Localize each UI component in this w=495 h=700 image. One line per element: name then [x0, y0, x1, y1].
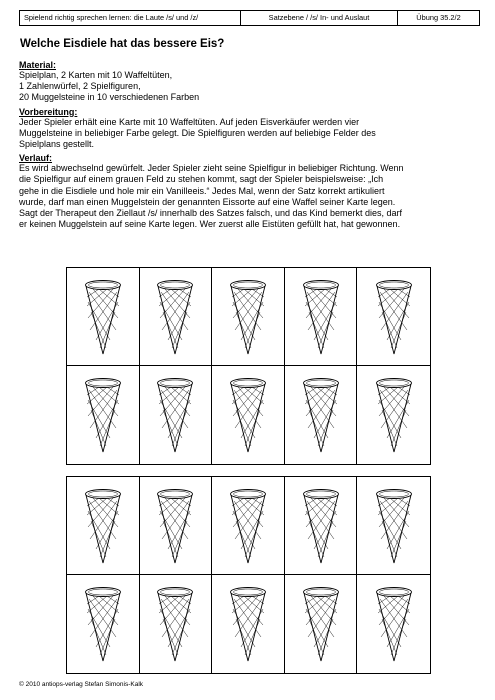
- section-heading: Material:: [19, 60, 57, 70]
- cone-cell: [140, 366, 213, 464]
- cone-cell: [212, 477, 285, 575]
- waffle-cone-icon: [228, 487, 268, 565]
- waffle-cone-icon: [374, 585, 414, 663]
- cone-cell: [212, 366, 285, 464]
- cone-cell: [357, 477, 430, 575]
- cone-cell: [285, 268, 358, 366]
- section-verlauf: [19, 153, 481, 230]
- cone-cell: [67, 477, 140, 575]
- waffle-cone-icon: [83, 487, 123, 565]
- waffle-cone-icon: [374, 376, 414, 454]
- cone-cell: [212, 575, 285, 673]
- page-header: [19, 10, 480, 26]
- cone-cell: [285, 575, 358, 673]
- waffle-cone-icon: [83, 376, 123, 454]
- waffle-cone-icon: [301, 487, 341, 565]
- header-topic: Satzebene / /s/ In- und Auslaut: [241, 11, 398, 25]
- cone-cell: [140, 575, 213, 673]
- cone-cell: [285, 477, 358, 575]
- section-body: Es wird abwechselnd gewürfelt. Jeder Spieler zieht seine Spielfigur in beliebiger Richtung. Wenn die Spielfigur auf einem grauen Feld zu stehen kommt, sagt der Spieler beispielsweise: „Ich gehe in die Eisdiele und hole mir ein Vanilleeis.“ Jedes Mal, wenn der Satz korrekt artikuliert wurde, darf man einen Muggelstein der genannten Eissorte auf eine Waffel seiner Karte legen. Sagt der Therapeut den Ziellaut /s/ innerhalb des Satzes falsch, und das Kind bemerkt dies, darf er keinen Muggelstein auf seine Karte legen. Wer zuerst alle Eistüten gefüllt hat, hat gewonnen.: [19, 163, 404, 230]
- section-heading: Vorbereitung:: [19, 106, 78, 117]
- cone-cell: [140, 268, 213, 366]
- cone-card-2: [66, 476, 431, 674]
- waffle-cone-icon: [228, 278, 268, 356]
- cone-cell: [67, 575, 140, 673]
- waffle-cone-icon: [301, 376, 341, 454]
- cone-cell: [67, 268, 140, 366]
- page-title: Welche Eisdiele hat das bessere Eis?: [20, 38, 225, 50]
- cone-cell: [357, 268, 430, 366]
- copyright-footer: © 2010 antiops-verlag Stefan Simonis-Kalk: [19, 681, 144, 688]
- waffle-cone-icon: [374, 278, 414, 356]
- section-heading: Verlauf:: [19, 153, 53, 164]
- cone-cell: [140, 477, 213, 575]
- waffle-cone-icon: [155, 487, 195, 565]
- section-body: Spielplan, 2 Karten mit 10 Waffeltüten, 1 Zahlenwürfel, 2 Spielfiguren, 20 Muggelsteine in 10 verschiedenen Farben: [19, 70, 200, 103]
- section-vorbereitung: [19, 107, 481, 151]
- waffle-cone-icon: [155, 278, 195, 356]
- section-body: Jeder Spieler erhält eine Karte mit 10 Waffeltüten. Auf jeden Eisverkäufer werden vier Muggelsteine in beliebiger Farbe gelegt. Die Spielfiguren werden auf beliebige Felder des Spielplans gestellt.: [19, 116, 376, 150]
- waffle-cone-icon: [83, 278, 123, 356]
- cone-card-1: [66, 267, 431, 465]
- cone-cell: [357, 366, 430, 464]
- waffle-cone-icon: [155, 585, 195, 663]
- cone-cell: [67, 366, 140, 464]
- waffle-cone-icon: [301, 278, 341, 356]
- waffle-cone-icon: [374, 487, 414, 565]
- header-series-title: Spielend richtig sprechen lernen: die Laute /s/ und /z/: [20, 11, 241, 25]
- section-material: [19, 60, 481, 104]
- waffle-cone-icon: [155, 376, 195, 454]
- cone-cell: [212, 268, 285, 366]
- waffle-cone-icon: [228, 376, 268, 454]
- waffle-cone-icon: [228, 585, 268, 663]
- cone-cell: [285, 366, 358, 464]
- page-content: [19, 32, 481, 233]
- header-exercise-number: Übung 35.2/2: [416, 13, 461, 22]
- waffle-cone-icon: [301, 585, 341, 663]
- waffle-cone-icon: [83, 585, 123, 663]
- cone-cell: [357, 575, 430, 673]
